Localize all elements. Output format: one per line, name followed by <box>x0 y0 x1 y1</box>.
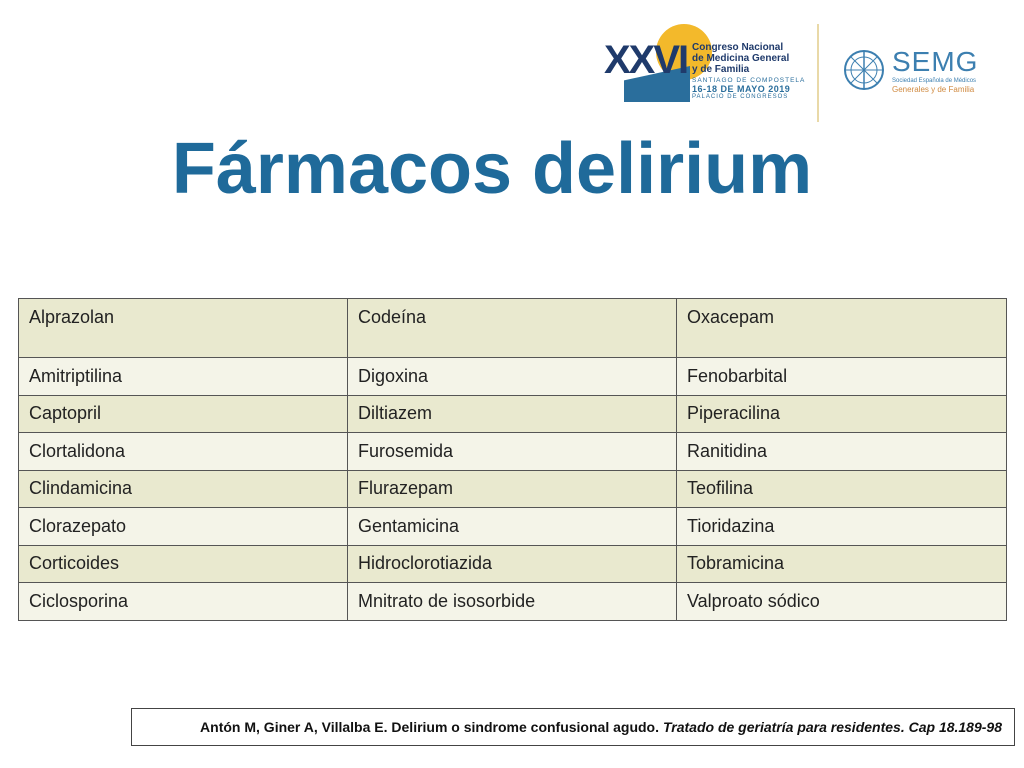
table-row <box>19 508 1007 546</box>
table-cell: Captopril <box>19 395 348 433</box>
table-cell: Flurazepam <box>348 470 677 508</box>
table-row <box>19 470 1007 508</box>
table-cell: Ciclosporina <box>19 583 348 621</box>
citation-source: Tratado de geriatría para residentes. Cap 18.189-98 <box>662 719 1002 735</box>
congress-roman-numeral: XXVI <box>604 38 688 82</box>
logo-divider <box>817 24 819 122</box>
citation-authors: Antón M, Giner A, Villalba E. Delirium o sindrome confusional agudo. <box>200 719 659 735</box>
table-row <box>19 395 1007 433</box>
table-cell: Teofilina <box>677 470 1007 508</box>
congress-logo <box>600 22 815 122</box>
semg-subtitle-line2: Generales y de Familia <box>892 85 975 94</box>
table-cell: Gentamicina <box>348 508 677 546</box>
semg-name: SEMG <box>892 46 979 77</box>
table-cell: Alprazolan <box>19 299 348 358</box>
table-cell: Codeína <box>348 299 677 358</box>
semg-logo <box>842 48 982 98</box>
table-cell: Hidroclorotiazida <box>348 545 677 583</box>
table-cell: Fenobarbital <box>677 358 1007 396</box>
table-cell: Amitriptilina <box>19 358 348 396</box>
congress-text <box>692 42 805 100</box>
table-cell: Corticoides <box>19 545 348 583</box>
table-cell: Clorazepato <box>19 508 348 546</box>
table-cell: Clindamicina <box>19 470 348 508</box>
table-row <box>19 299 1007 358</box>
table-cell: Valproato sódico <box>677 583 1007 621</box>
congress-dates: 16-18 DE MAYO 2019 <box>692 84 791 94</box>
congress-line3: y de Familia <box>692 64 750 75</box>
table-cell: Oxacepam <box>677 299 1007 358</box>
table-cell: Mnitrato de isosorbide <box>348 583 677 621</box>
semg-emblem-icon <box>842 48 886 92</box>
page-title: Fármacos delirium <box>171 129 813 209</box>
table-cell: Clortalidona <box>19 433 348 471</box>
table-row <box>19 545 1007 583</box>
congress-line2: de Medicina General <box>692 53 790 64</box>
citation-box <box>131 708 1015 746</box>
semg-subtitle-line1: Sociedad Española de Médicos <box>892 78 977 84</box>
header-logos <box>600 22 980 122</box>
table-row <box>19 433 1007 471</box>
table-row <box>19 583 1007 621</box>
drug-table <box>18 298 1007 621</box>
congress-city: SANTIAGO DE COMPOSTELA <box>692 77 806 84</box>
table-cell: Piperacilina <box>677 395 1007 433</box>
table-cell: Diltiazem <box>348 395 677 433</box>
table-cell: Digoxina <box>348 358 677 396</box>
congress-line1: Congreso Nacional <box>692 42 784 53</box>
table-cell: Ranitidina <box>677 433 1007 471</box>
table-cell: Tioridazina <box>677 508 1007 546</box>
congress-venue: PALACIO DE CONGRESOS <box>692 94 789 100</box>
table-row <box>19 358 1007 396</box>
table-cell: Tobramicina <box>677 545 1007 583</box>
table-cell: Furosemida <box>348 433 677 471</box>
